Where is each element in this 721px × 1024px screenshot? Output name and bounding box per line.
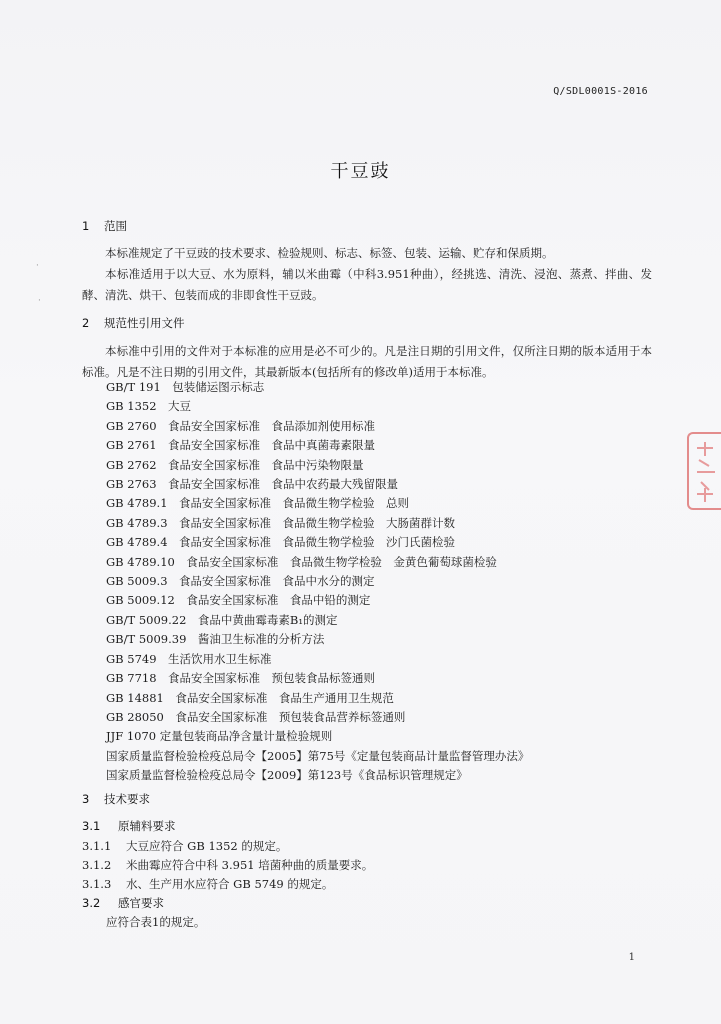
reference-item: JJF 1070 定量包装商品净含量计量检验规则 <box>106 729 333 744</box>
clause-3-1-3 <box>82 876 333 892</box>
scope-paragraph-2: 本标准适用于以大豆、水为原料，辅以米曲霉（中科3.951种曲），经挑选、清洗、浸泡、蒸煮、拌曲、发酵、清洗、烘干、包装而成的非即食性干豆豉。 <box>82 267 652 302</box>
reference-list <box>106 378 529 786</box>
reference-item: GB 28050 食品安全国家标准 预包装食品营养标签通则 <box>106 709 406 724</box>
reference-item: GB 4789.1 食品安全国家标准 食品微生物学检验 总则 <box>106 496 410 511</box>
reference-item: GB/T 191 包装储运图示标志 <box>106 380 265 394</box>
sensory-requirement-text: 应符合表1的规定。 <box>106 915 206 929</box>
scan-speck: · <box>36 261 39 271</box>
reference-item: 国家质量监督检验检疫总局令【2005】第75号《定量包装商品计量监督管理办法》 <box>106 748 530 763</box>
scan-speck: · <box>38 296 41 306</box>
subsection-heading-raw-materials <box>82 818 176 834</box>
section-title: 范围 <box>104 219 127 233</box>
clause-number: 3.1.3 <box>82 877 112 891</box>
section-number: 1 <box>82 219 90 233</box>
section-heading-normative-references <box>82 315 185 331</box>
reference-item: GB 5749 生活饮用水卫生标准 <box>106 651 272 666</box>
reference-item: GB 4789.10 食品安全国家标准 食品微生物学检验 金黄色葡萄球菌检验 <box>106 554 497 569</box>
reference-item: GB/T 5009.39 酱油卫生标准的分析方法 <box>106 632 325 647</box>
clause-text: 水、生产用水应符合 GB 5749 的规定。 <box>126 877 334 891</box>
reference-item: GB 2763 食品安全国家标准 食品中农药最大残留限量 <box>106 477 399 492</box>
section-number: 2 <box>82 316 90 330</box>
subsection-number: 3.1 <box>82 819 101 833</box>
clause-text: 米曲霉应符合中科 3.951 培菌种曲的质量要求。 <box>126 858 374 872</box>
section-number: 3 <box>82 792 90 806</box>
clause-number: 3.1.1 <box>82 839 112 853</box>
scope-paragraph-1: 本标准规定了干豆豉的技术要求、检验规则、标志、标签、包装、运输、贮存和保质期。 <box>105 246 554 260</box>
clause-3-1-2 <box>82 857 373 873</box>
subsection-number: 3.2 <box>82 896 101 910</box>
reference-item: GB 4789.3 食品安全国家标准 食品微生物学检验 大肠菌群计数 <box>106 515 456 530</box>
reference-item: GB/T 5009.22 食品中黄曲霉毒素B₁的测定 <box>106 612 338 627</box>
reference-item: GB 14881 食品安全国家标准 食品生产通用卫生规范 <box>106 690 394 705</box>
document-number: Q/SDL0001S-2016 <box>553 86 648 97</box>
section-heading-technical-requirements <box>82 791 150 807</box>
normative-intro-paragraph: 本标准中引用的文件对于本标准的应用是必不可少的。凡是注日期的引用文件，仅所注日期的版本适用于本标准。凡是不注日期的引用文件，其最新版本(包括所有的修改单)适用于本标准。 <box>82 344 652 379</box>
document-title: 干豆豉 <box>330 161 391 182</box>
section-heading-scope <box>82 218 127 234</box>
clause-text: 大豆应符合 GB 1352 的规定。 <box>126 839 288 853</box>
reference-item: 国家质量监督检验检疫总局令【2009】第123号《食品标识管理规定》 <box>106 768 468 783</box>
reference-item: GB 5009.3 食品安全国家标准 食品中水分的测定 <box>106 574 375 589</box>
reference-item: GB 5009.12 食品安全国家标准 食品中铅的测定 <box>106 593 371 608</box>
seal-stamp-fragment <box>687 432 721 510</box>
section-title: 规范性引用文件 <box>104 316 185 330</box>
subsection-heading-sensory <box>82 895 164 911</box>
reference-item: GB 7718 食品安全国家标准 预包装食品标签通则 <box>106 671 376 686</box>
page-number: 1 <box>628 952 635 963</box>
subsection-title: 感官要求 <box>118 896 164 910</box>
clause-number: 3.1.2 <box>82 858 112 872</box>
reference-item: GB 2762 食品安全国家标准 食品中污染物限量 <box>106 457 364 472</box>
reference-item: GB 4789.4 食品安全国家标准 食品微生物学检验 沙门氏菌检验 <box>106 535 456 550</box>
subsection-title: 原辅料要求 <box>118 819 176 833</box>
reference-item: GB 2761 食品安全国家标准 食品中真菌毒素限量 <box>106 438 376 453</box>
section-title: 技术要求 <box>104 792 150 806</box>
reference-item: GB 2760 食品安全国家标准 食品添加剂使用标准 <box>106 418 376 433</box>
clause-3-1-1 <box>82 838 287 854</box>
reference-item: GB 1352 大豆 <box>106 399 192 414</box>
seal-stamp-icon <box>693 438 721 508</box>
